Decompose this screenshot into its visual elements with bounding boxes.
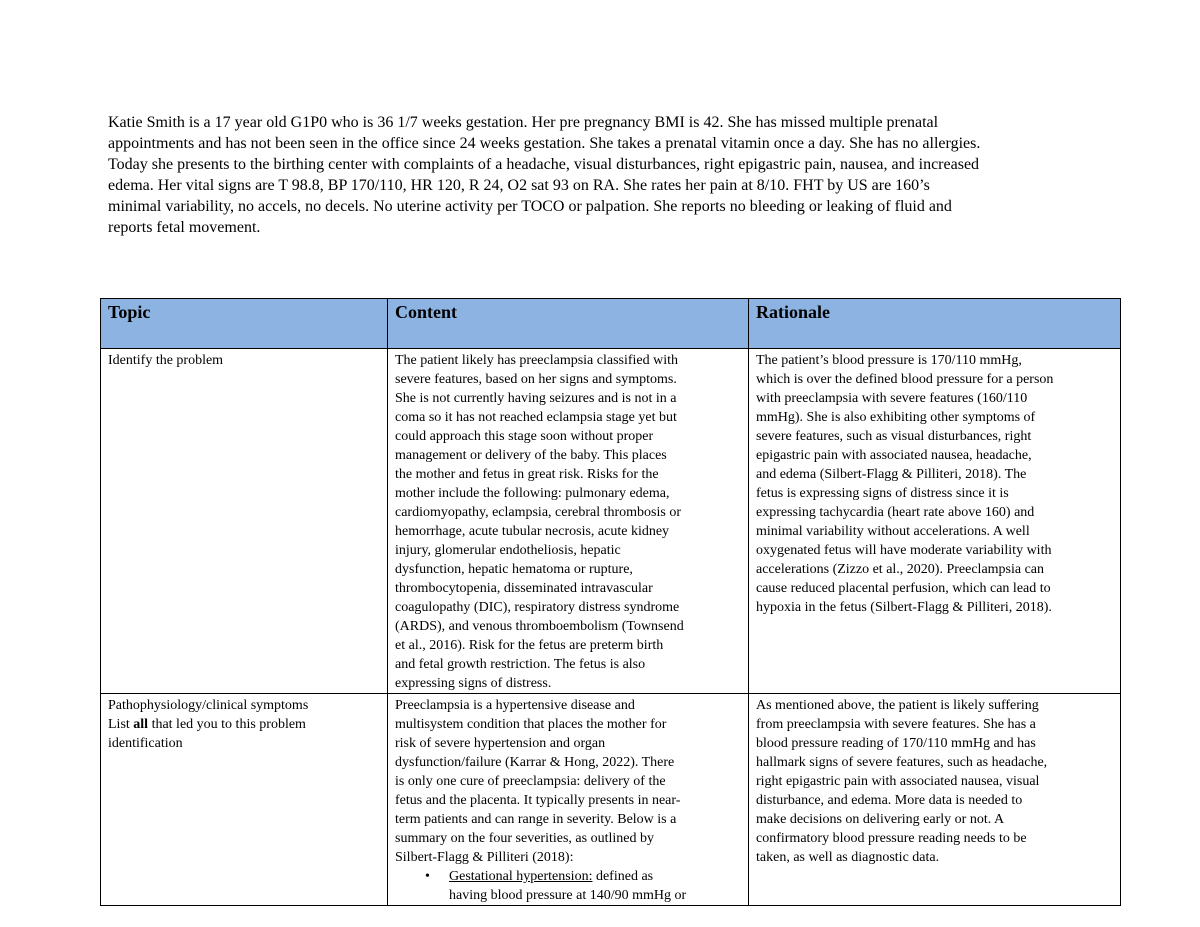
content-line: coma so it has not reached eclampsia stage yet but [395, 410, 677, 425]
content-cell [388, 694, 749, 906]
rationale-line: disturbance, and edema. More data is needed to [756, 793, 1023, 808]
bullet-icon: • [425, 869, 430, 884]
header-topic: Topic [101, 299, 388, 349]
table-row [101, 349, 1121, 694]
rationale-line: make decisions on delivering early or not. A [756, 812, 1005, 827]
content-line: The patient likely has preeclampsia classified with [395, 353, 679, 368]
bullet-item: • Gestational hypertension: defined as [425, 869, 654, 884]
rationale-line: from preeclampsia with severe features. She has a [756, 717, 1036, 732]
content-line: multisystem condition that places the mother for [395, 717, 667, 732]
rationale-line: hypoxia in the fetus (Silbert-Flagg & Pilliteri, 2018). [756, 600, 1052, 615]
content-line: She is not currently having seizures and is not in a [395, 391, 677, 406]
content-line: mother include the following: pulmonary edema, [395, 486, 670, 501]
bullet-continuation: having blood pressure at 140/90 mmHg or [449, 888, 687, 903]
rationale-line: severe features, such as visual disturbances, right [756, 429, 1032, 444]
rationale-line: minimal variability without accelerations. A well [756, 524, 1030, 539]
bullet-term: Gestational hypertension: [449, 869, 593, 884]
emphasis-all: all [133, 717, 149, 732]
content-line: Preeclampsia is a hypertensive disease and [395, 698, 635, 713]
content-line: summary on the four severities, as outlined by [395, 831, 654, 846]
case-line: Katie Smith is a 17 year old G1P0 who is 36 1/7 weeks gestation. Her pre pregnancy BMI is 42. She has missed multiple prenatal [108, 114, 939, 131]
case-line: edema. Her vital signs are T 98.8, BP 170/110, HR 120, R 24, O2 sat 93 on RA. She rates her pain at 8/10. FHT by US are 160’s [108, 177, 930, 194]
rationale-line: mmHg). She is also exhibiting other symptoms of [756, 410, 1036, 425]
content-line: expressing signs of distress. [395, 676, 552, 691]
rationale-cell [749, 349, 1121, 694]
topic-cell [101, 349, 388, 694]
topic-text: List all that led you to this problem [108, 717, 306, 732]
content-line: the mother and fetus in great risk. Risks for the [395, 467, 659, 482]
header-rationale: Rationale [749, 299, 1121, 349]
case-line: reports fetal movement. [108, 219, 261, 236]
header-content: Content [388, 299, 749, 349]
content-cell [388, 349, 749, 694]
content-line: severe features, based on her signs and symptoms. [395, 372, 677, 387]
rationale-line: taken, as well as diagnostic data. [756, 850, 940, 865]
rationale-line: confirmatory blood pressure reading needs to be [756, 831, 1027, 846]
case-line: minimal variability, no accels, no decels. No uterine activity per TOCO or palpation. She reports no bleeding or leaking of fluid and [108, 198, 952, 215]
content-line: fetus and the placenta. It typically presents in near- [395, 793, 681, 808]
content-line: dysfunction/failure (Karrar & Hong, 2022). There [395, 755, 675, 770]
rationale-line: accelerations (Zizzo et al., 2020). Preeclampsia can [756, 562, 1045, 577]
content-line: is only one cure of preeclampsia: delivery of the [395, 774, 666, 789]
content-line: risk of severe hypertension and organ [395, 736, 606, 751]
table-header-row [101, 299, 1121, 349]
care-plan-table [100, 298, 1121, 906]
content-line: Silbert-Flagg & Pilliteri (2018): [395, 850, 574, 865]
rationale-cell [749, 694, 1121, 906]
content-line: could approach this stage soon without proper [395, 429, 654, 444]
rationale-line: expressing tachycardia (heart rate above 160) and [756, 505, 1035, 520]
topic-text: identification [108, 736, 183, 751]
rationale-line: hallmark signs of severe features, such as headache, [756, 755, 1048, 770]
content-line: (ARDS), and venous thromboembolism (Townsend [395, 619, 684, 634]
case-line: appointments and has not been seen in the office since 24 weeks gestation. She takes a prenatal vitamin once a day. She has no allergies. [108, 135, 981, 152]
topic-text: Identify the problem [108, 353, 224, 368]
content-line: et al., 2016). Risk for the fetus are preterm birth [395, 638, 664, 653]
content-line: management or delivery of the baby. This places [395, 448, 667, 463]
content-line: dysfunction, hepatic hematoma or rupture, [395, 562, 633, 577]
rationale-line: with preeclampsia with severe features (160/110 [756, 391, 1028, 406]
rationale-line: epigastric pain with associated nausea, headache, [756, 448, 1032, 463]
rationale-line: blood pressure reading of 170/110 mmHg and has [756, 736, 1036, 751]
rationale-line: and edema (Silbert-Flagg & Pilliteri, 2018). The [756, 467, 1027, 482]
rationale-line: cause reduced placental perfusion, which can lead to [756, 581, 1051, 596]
content-line: term patients and can range in severity. Below is a [395, 812, 677, 827]
topic-cell [101, 694, 388, 906]
table-row [101, 694, 1121, 906]
content-line: hemorrhage, acute tubular necrosis, acute kidney [395, 524, 670, 539]
content-line: and fetal growth restriction. The fetus is also [395, 657, 646, 672]
rationale-line: The patient’s blood pressure is 170/110 mmHg, [756, 353, 1022, 368]
content-line: cardiomyopathy, eclampsia, cerebral thrombosis or [395, 505, 681, 520]
rationale-line: oxygenated fetus will have moderate variability with [756, 543, 1052, 558]
rationale-line: right epigastric pain with associated nausea, visual [756, 774, 1040, 789]
rationale-line: As mentioned above, the patient is likely suffering [756, 698, 1039, 713]
rationale-line: fetus is expressing signs of distress since it is [756, 486, 1009, 501]
topic-text: Pathophysiology/clinical symptoms [108, 698, 309, 713]
content-line: injury, glomerular endotheliosis, hepatic [395, 543, 621, 558]
content-line: thrombocytopenia, disseminated intravascular [395, 581, 653, 596]
content-line: coagulopathy (DIC), respiratory distress syndrome [395, 600, 680, 615]
case-scenario [108, 112, 1098, 238]
rationale-line: which is over the defined blood pressure for a person [756, 372, 1054, 387]
case-line: Today she presents to the birthing center with complaints of a headache, visual disturbances, right epigastric pain, nausea, and increased [108, 156, 980, 173]
